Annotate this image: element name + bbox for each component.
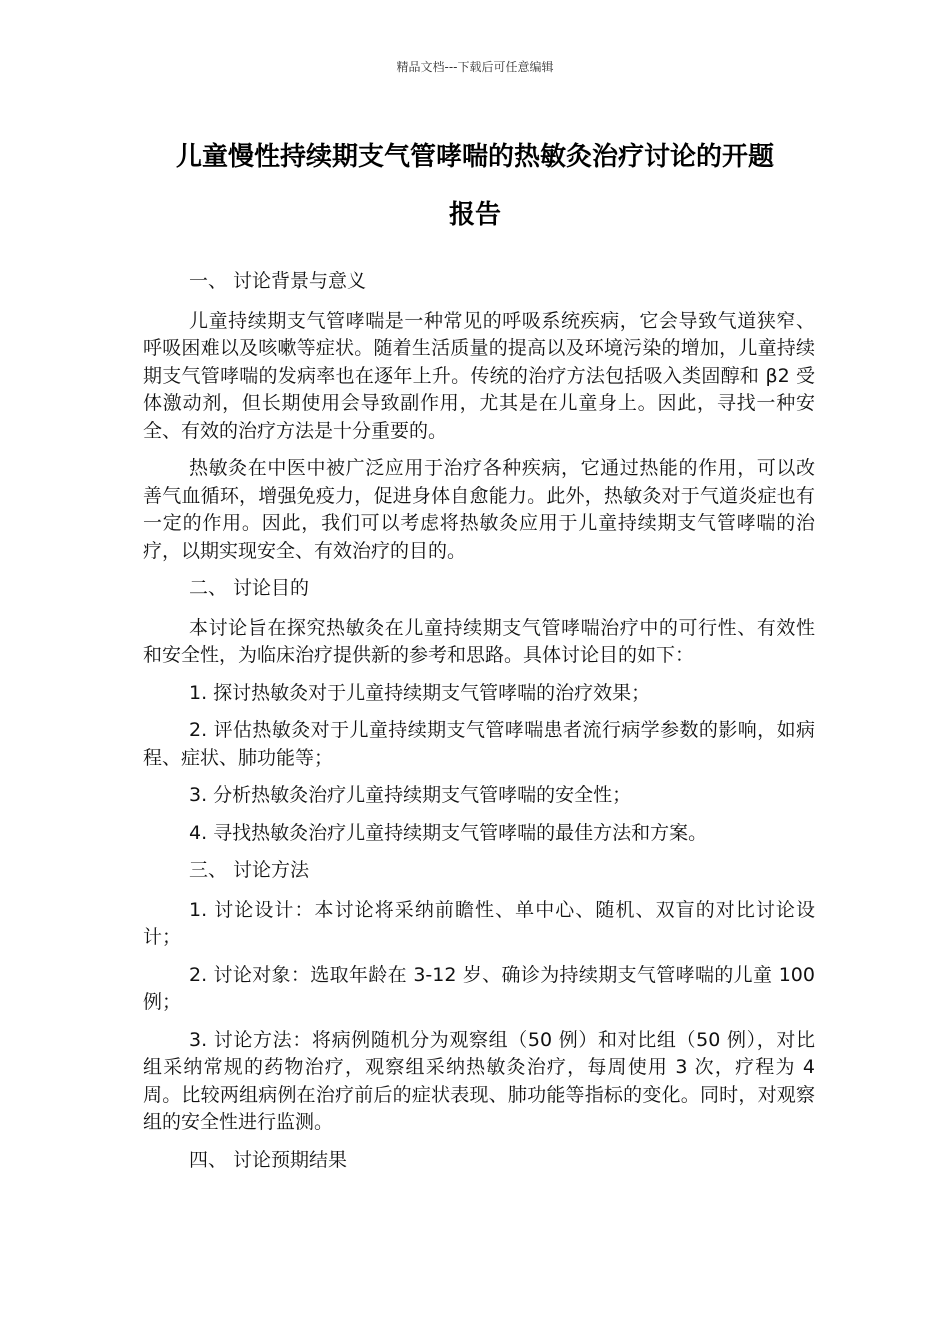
list-item: 4. 寻找热敏灸治疗儿童持续期支气管哮喘的最佳方法和方案。 bbox=[189, 821, 708, 844]
title-line-1: 儿童慢性持续期支气管哮喘的热敏灸治疗讨论的开题 bbox=[175, 142, 774, 172]
section-heading-methods: 三、 讨论方法 bbox=[189, 859, 310, 881]
section-heading-expected-results: 四、 讨论预期结果 bbox=[189, 1148, 348, 1171]
section-heading-background: 一、 讨论背景与意义 bbox=[189, 270, 367, 292]
list-item: 3. 分析热敏灸治疗儿童持续期支气管哮喘的安全性； bbox=[189, 784, 632, 806]
list-item: 3. 讨论方法：将病例随机分为观察组（50 例）和对比组（50 例），对比组采纳常规的药物治疗，观察组采纳热敏灸治疗，每周使用 3 次，疗程为 4 周。比较两组病例在治疗前后的症状表现、肺功能等指标的变化。同时，对观察组的安全性进行监测。 bbox=[143, 1028, 815, 1133]
document-body bbox=[143, 268, 815, 1186]
section-heading-purpose: 二、 讨论目的 bbox=[189, 577, 310, 599]
document-title bbox=[120, 128, 830, 244]
paragraph: 儿童持续期支气管哮喘是一种常见的呼吸系统疾病，它会导致气道狭窄、呼吸困难以及咳嗽等症状。随着生活质量的提高以及环境污染的增加，儿童持续期支气管哮喘的发病率也在逐年上升。传统的治疗方法包括吸入类固醇和 β2 受体激动剂，但长期使用会导致副作用，尤其是在儿童身上。因此，寻找一种安全、有效的治疗方法是十分重要的。 bbox=[143, 309, 815, 442]
header-watermark: 精品文档---下载后可任意编辑 bbox=[396, 60, 554, 74]
paragraph: 热敏灸在中医中被广泛应用于治疗各种疾病，它通过热能的作用，可以改善气血循环，增强免疫力，促进身体自愈能力。此外，热敏灸对于气道炎症也有一定的作用。因此，我们可以考虑将热敏灸应用于儿童持续期支气管哮喘的治疗，以期实现安全、有效治疗的目的。 bbox=[143, 457, 815, 562]
paragraph: 本讨论旨在探究热敏灸在儿童持续期支气管哮喘治疗中的可行性、有效性和安全性，为临床治疗提供新的参考和思路。具体讨论目的如下： bbox=[143, 616, 815, 666]
list-item: 2. 评估热敏灸对于儿童持续期支气管哮喘患者流行病学参数的影响，如病程、症状、肺功能等； bbox=[143, 719, 815, 769]
list-item: 2. 讨论对象：选取年龄在 3-12 岁、确诊为持续期支气管哮喘的儿童 100 例； bbox=[143, 963, 815, 1013]
list-item: 1. 探讨热敏灸对于儿童持续期支气管哮喘的治疗效果； bbox=[189, 681, 651, 704]
list-item: 1. 讨论设计：本讨论将采纳前瞻性、单中心、随机、双盲的对比讨论设计； bbox=[143, 898, 815, 948]
title-line-2: 报告 bbox=[448, 200, 501, 230]
